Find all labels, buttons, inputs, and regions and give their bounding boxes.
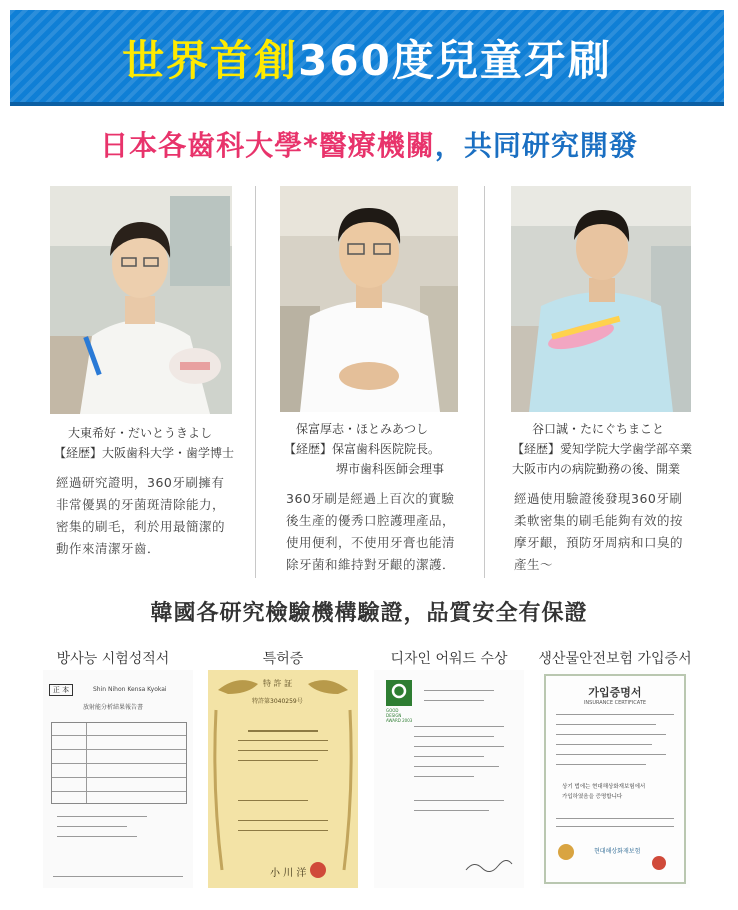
doctor-photo-1 [50,186,232,414]
banner-title-highlight: 世界首創 [122,36,299,85]
banner-title-rest: 360度兒童牙刷 [298,36,612,85]
doctor-1-title: 【経歴】大阪歯科大学・歯学博士 [54,446,235,460]
doctor-3-title: 【経歴】愛知学院大学歯学部卒業 [512,442,693,456]
doctor-2-name: 保富厚志・ほとみあつし [296,422,429,436]
report-title: 放射能分析結果報告書 [83,704,144,711]
column-divider [255,186,256,578]
doctor-2-desc-line: 360牙刷是經過上百次的實驗 [286,491,455,506]
doctor-1-desc-line: 經過研究證明，360牙刷擁有 [56,475,225,490]
lab-name: Shin Nihon Kensa Kyokai [93,686,167,693]
certificate-design-award [374,670,524,888]
doctor-photo-2 [280,186,458,412]
doctor-2-desc-line: 後生產的優秀口腔護理產品， [286,513,456,528]
doctor-3-title-2: 大阪市内の病院勤務の後、開業 [512,462,681,476]
doctor-1-name: 大東希好・だいとうきよし [68,426,213,440]
insurance-body-1: 상기 법에는 현대해상화재보험에서 [562,784,646,790]
cert-label-insurance: 생산물안전보험 가입증서 [538,651,692,667]
patent-number: 特許第3040259号 [252,698,303,705]
insurance-subtitle: INSURANCE CERTIFICATE [583,700,647,706]
doctor-1-description [56,472,225,560]
cert-label-radiation: 방사능 시험성적서 [56,651,170,667]
doctor-2-title-2: 堺市歯科医師会理事 [336,462,445,476]
doctor-2-desc-line: 使用便利，不使用牙膏也能清 [286,535,456,550]
subtitle [0,124,738,164]
insurance-body-2: 가입하였음을 증명합니다 [562,794,623,800]
subtitle-blue-part: ，共同研究開發 [434,129,638,162]
doctor-1-desc-line: 密集的刷毛，利於用最簡潔的 [56,519,226,534]
company-stamp [652,856,666,870]
doctor-3-desc-line: 摩牙齦，預防牙周病和口臭的 [514,535,684,550]
stamp-original: 正 本 [49,684,73,696]
doctor-3-desc-line: 經過使用驗證後發現360牙刷 [514,491,683,506]
doctor-3-description [514,488,683,576]
patent-heading: 特 許 証 [263,679,293,688]
doctor-2-title: 【経歴】保富歯科医院院長。 [284,442,441,456]
column-divider [484,186,485,578]
doctor-2-description [286,488,455,576]
doctor-photo-3 [511,186,691,412]
banner-title [10,28,724,88]
subtitle-red-part: 日本各齒科大學*醫療機關 [100,129,435,162]
certificate-insurance [540,670,690,888]
title-banner [10,10,724,106]
cert-label-patent: 특허증 [262,651,304,667]
doctor-1-desc-line: 動作來清潔牙齒． [56,541,161,556]
results-table [51,722,187,804]
doctor-3-desc-line: 柔軟密集的刷毛能夠有效的按 [514,513,684,528]
good-design-mark-text: GOOD DESIGN AWARD 2003 [386,708,413,723]
doctor-1-desc-line: 非常優異的牙菌斑清除能力， [56,497,226,512]
patent-signer: 小 川 洋 [270,868,307,879]
cert-label-design-award: 디자인 어워드 수상 [390,651,508,667]
signature-mark [464,860,514,874]
doctor-2-desc-line: 除牙菌和維持對牙齦的潔護． [286,557,456,572]
insurance-seal [558,844,574,860]
certificate-patent [208,670,358,888]
insurance-company: 현대해상화재보험 [594,848,641,855]
certificate-radiation-report [43,670,193,888]
good-design-logo [386,680,412,706]
doctor-3-desc-line: 產生～ [514,557,554,572]
certification-section-title: 韓國各研究檢驗機構驗證，品質安全有保證 [150,601,588,626]
insurance-title: 가입증명서 [588,686,642,699]
doctor-3-name: 谷口誠・たにぐちまこと [532,422,665,436]
